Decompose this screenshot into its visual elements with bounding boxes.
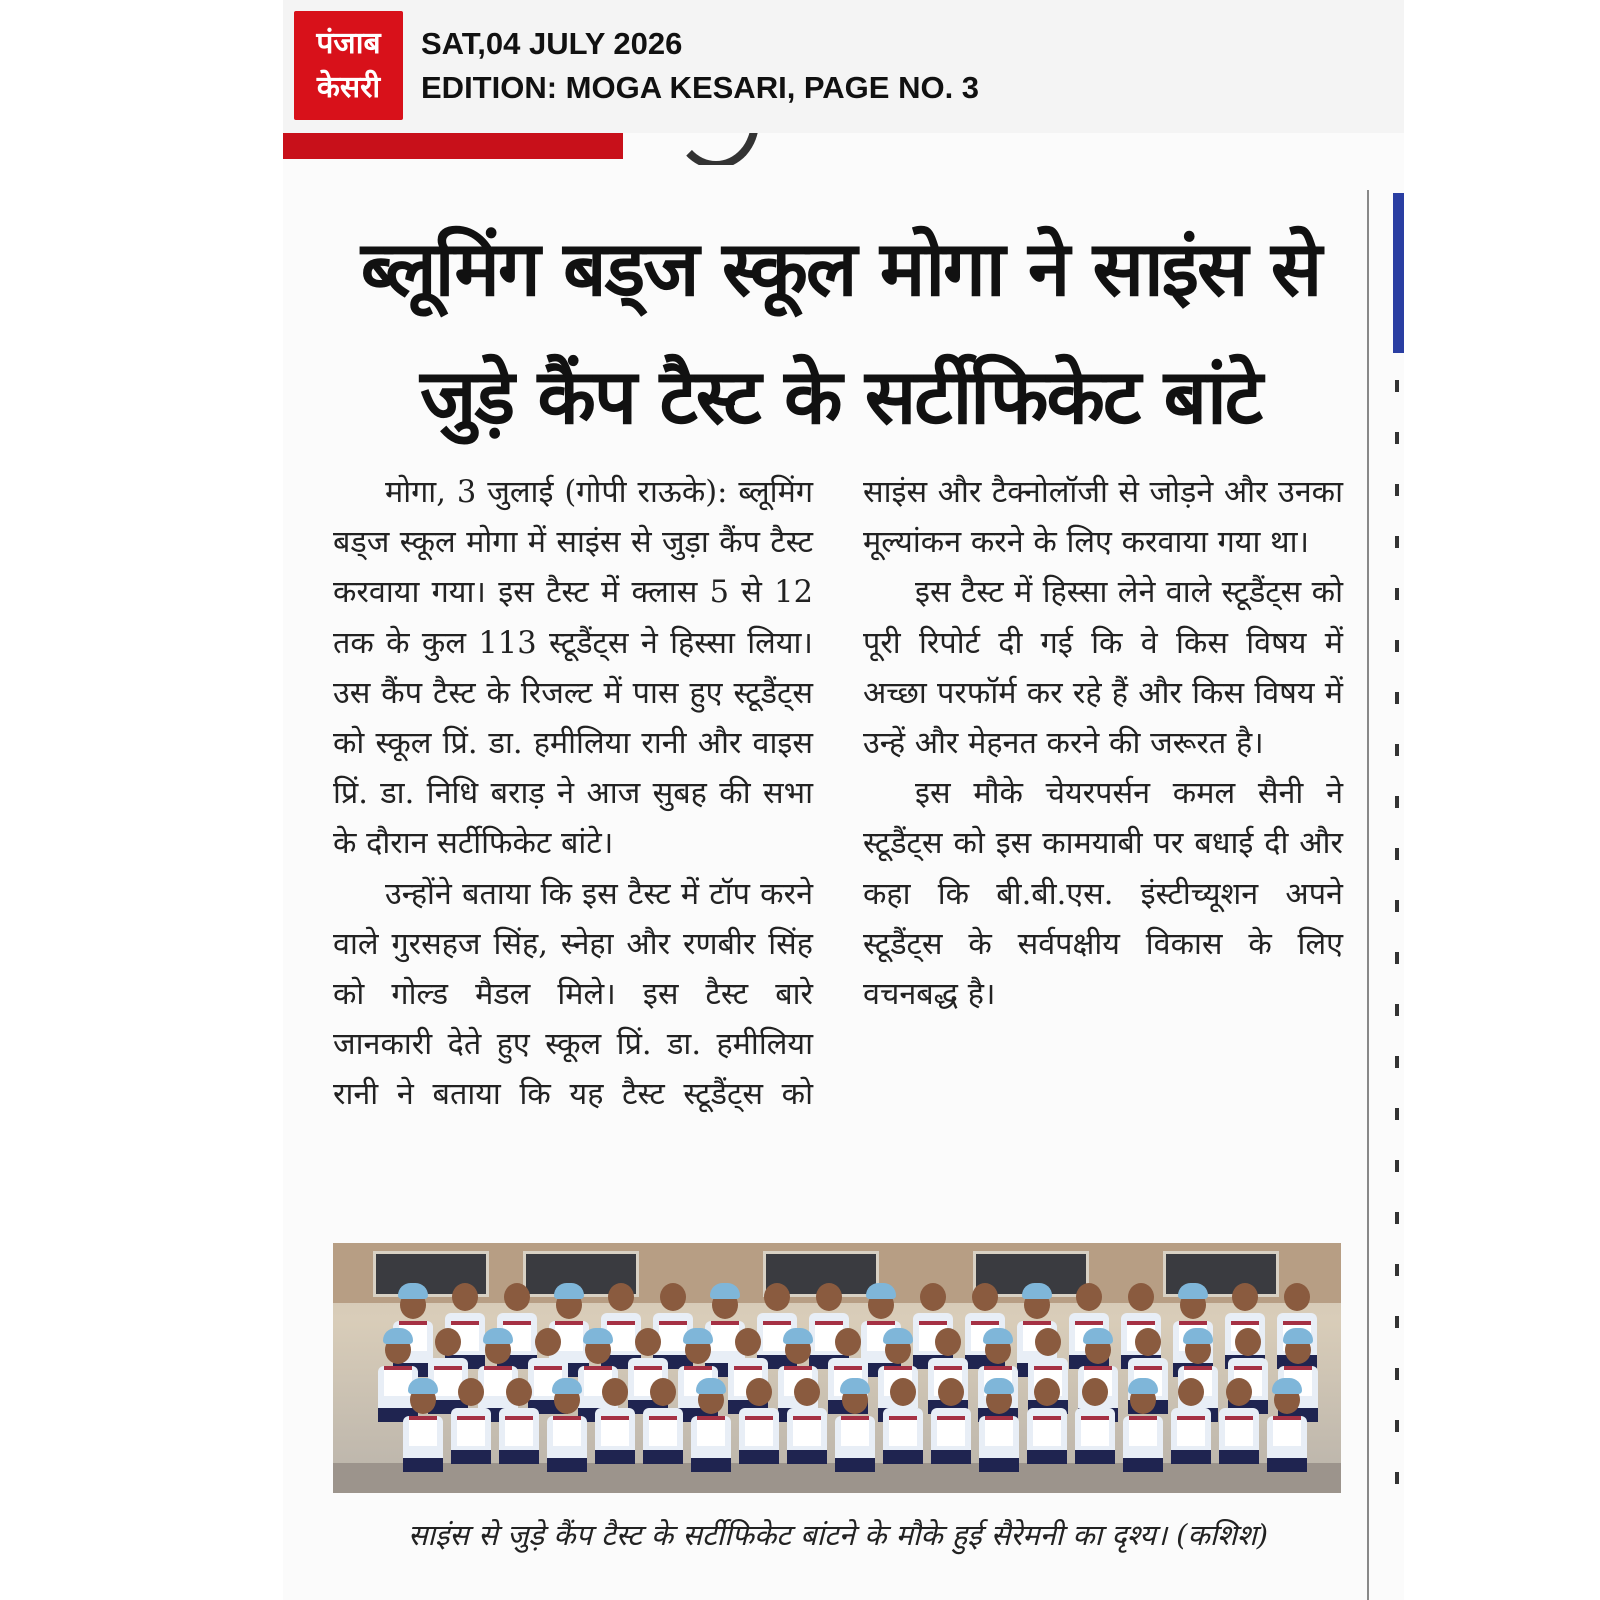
logo-line-1: पंजाब [316,25,381,61]
adjacent-text-fragment [1395,380,1399,392]
photo-caption: साइंस से जुड़े कैंप टैस्ट के सर्टीफिकेट बांटने के मौके हुई सैरेमनी का दृश्य। (कशिश) [407,1518,1269,1552]
adjacent-text-fragment [1395,1316,1399,1328]
student-figure [739,1378,779,1464]
student-figure [1027,1378,1067,1464]
adjacent-text-fragment [1395,1264,1399,1276]
adjacent-text-fragment [1395,1472,1399,1484]
clipping-header [283,0,1404,133]
adjacent-text-fragment [1395,900,1399,912]
adjacent-text-fragment [1395,536,1399,548]
adjacent-text-fragment [1395,952,1399,964]
student-figure [931,1378,971,1464]
adjacent-text-fragment [1395,848,1399,860]
punjab-kesari-logo [294,11,403,120]
student-figure [499,1378,539,1464]
edition-date: SAT,04 JULY 2026 [421,26,683,61]
group-photo [333,1243,1341,1493]
logo-line-2: केसरी [316,69,381,105]
article-headline: ब्लूमिंग बड्ज स्कूल मोगा ने साइंस से जुड़े कैंप टैस्ट के सर्टीफिकेट बांटे [360,224,1321,441]
adjacent-text-fragment [1395,1160,1399,1172]
student-figure [835,1378,875,1472]
student-figure [595,1378,635,1464]
student-figure [1219,1378,1259,1464]
student-figure [691,1378,731,1472]
adjacent-text-fragment [1395,744,1399,756]
adjacent-text-fragment [1395,1212,1399,1224]
article-body [333,468,1343,1213]
newspaper-clipping [283,0,1404,1600]
adjacent-blue-bar [1393,193,1404,353]
article-paragraph: मोगा, 3 जुलाई (गोपी राऊके): ब्लूमिंग बड्ज स्कूल मोगा में साइंस से जुड़ा कैंप टैस्ट करवाया गया। इस टैस्ट में क्लास 5 से 12 तक के कुल 113 स्टूडैंट्स ने हिस्सा लिया। उस कैंप टैस्ट के रिजल्ट में पास हुए स्टूडैंट्स को स्कूल प्रिं. डा. हमीलिया रानी और वाइस प्रिं. डा. निधि बराड़ ने आज सुबह की सभा के दौरान सर्टीफिकेट बांटे। [333,475,813,862]
student-figure [1267,1378,1307,1472]
article-paragraph: इस टैस्ट में हिस्सा लेने वाले स्टूडैंट्स को पूरी रिपोर्ट दी गई कि वे किस विषय में अच्छा परफॉर्म कर रहे हैं और किस विषय में उन्हें और मेहनत करने की जरूरत है। [863,575,1343,762]
student-figure [787,1378,827,1464]
adjacent-text-fragment [1395,1108,1399,1120]
adjacent-text-fragment [1395,432,1399,444]
student-figure [403,1378,443,1472]
student-figure [1075,1378,1115,1464]
adjacent-text-fragment [1395,1420,1399,1432]
edition-info: EDITION: MOGA KESARI, PAGE NO. 3 [421,70,980,105]
adjacent-text-fragment [1395,588,1399,600]
article-paragraph: उन्होंने बताया कि इस टैस्ट में टॉप करने वाले गुरसहज सिंह, स्नेहा और रणबीर सिंह को गोल्ड मैडल मिले। इस टैस्ट बारे जानकारी देते हुए स्कूल प्रिं. डा. हमीलिया रानी ने बताया कि यह टैस्ट स्टूडैंट्स को साइंस और टैक्नोलॉजी से जोड़ने और उनका मूल्यांकन करने के लिए करवाया गया था। [333,475,1343,1113]
student-figure [547,1378,587,1472]
article-paragraph: इस मौके चेयरपर्सन कमल सैनी ने स्टूडैंट्स को इस कामयाबी पर बधाई दी और कहा कि बी.बी.एस. इंस्टीच्यूशन अपने स्टूडैंट्स के सर्वपक्षीय विकास के लिए वचनबद्ध है। [863,776,1343,1013]
adjacent-text-fragment [1395,1004,1399,1016]
student-figure [643,1378,683,1464]
adjacent-text-fragment [1395,692,1399,704]
cut-off-banner [283,133,1404,165]
student-figure [1171,1378,1211,1464]
adjacent-text-fragment [1395,1368,1399,1380]
student-figure [451,1378,491,1464]
adjacent-text-fragment [1395,796,1399,808]
adjacent-text-fragment [1395,640,1399,652]
column-divider [1367,190,1369,1600]
adjacent-text-fragment [1395,484,1399,496]
edition-meta [421,22,979,110]
student-figure [883,1378,923,1464]
adjacent-column-edge [1395,380,1403,1580]
student-figure [1123,1378,1163,1472]
adjacent-text-fragment [1395,1056,1399,1068]
student-figure [979,1378,1019,1472]
